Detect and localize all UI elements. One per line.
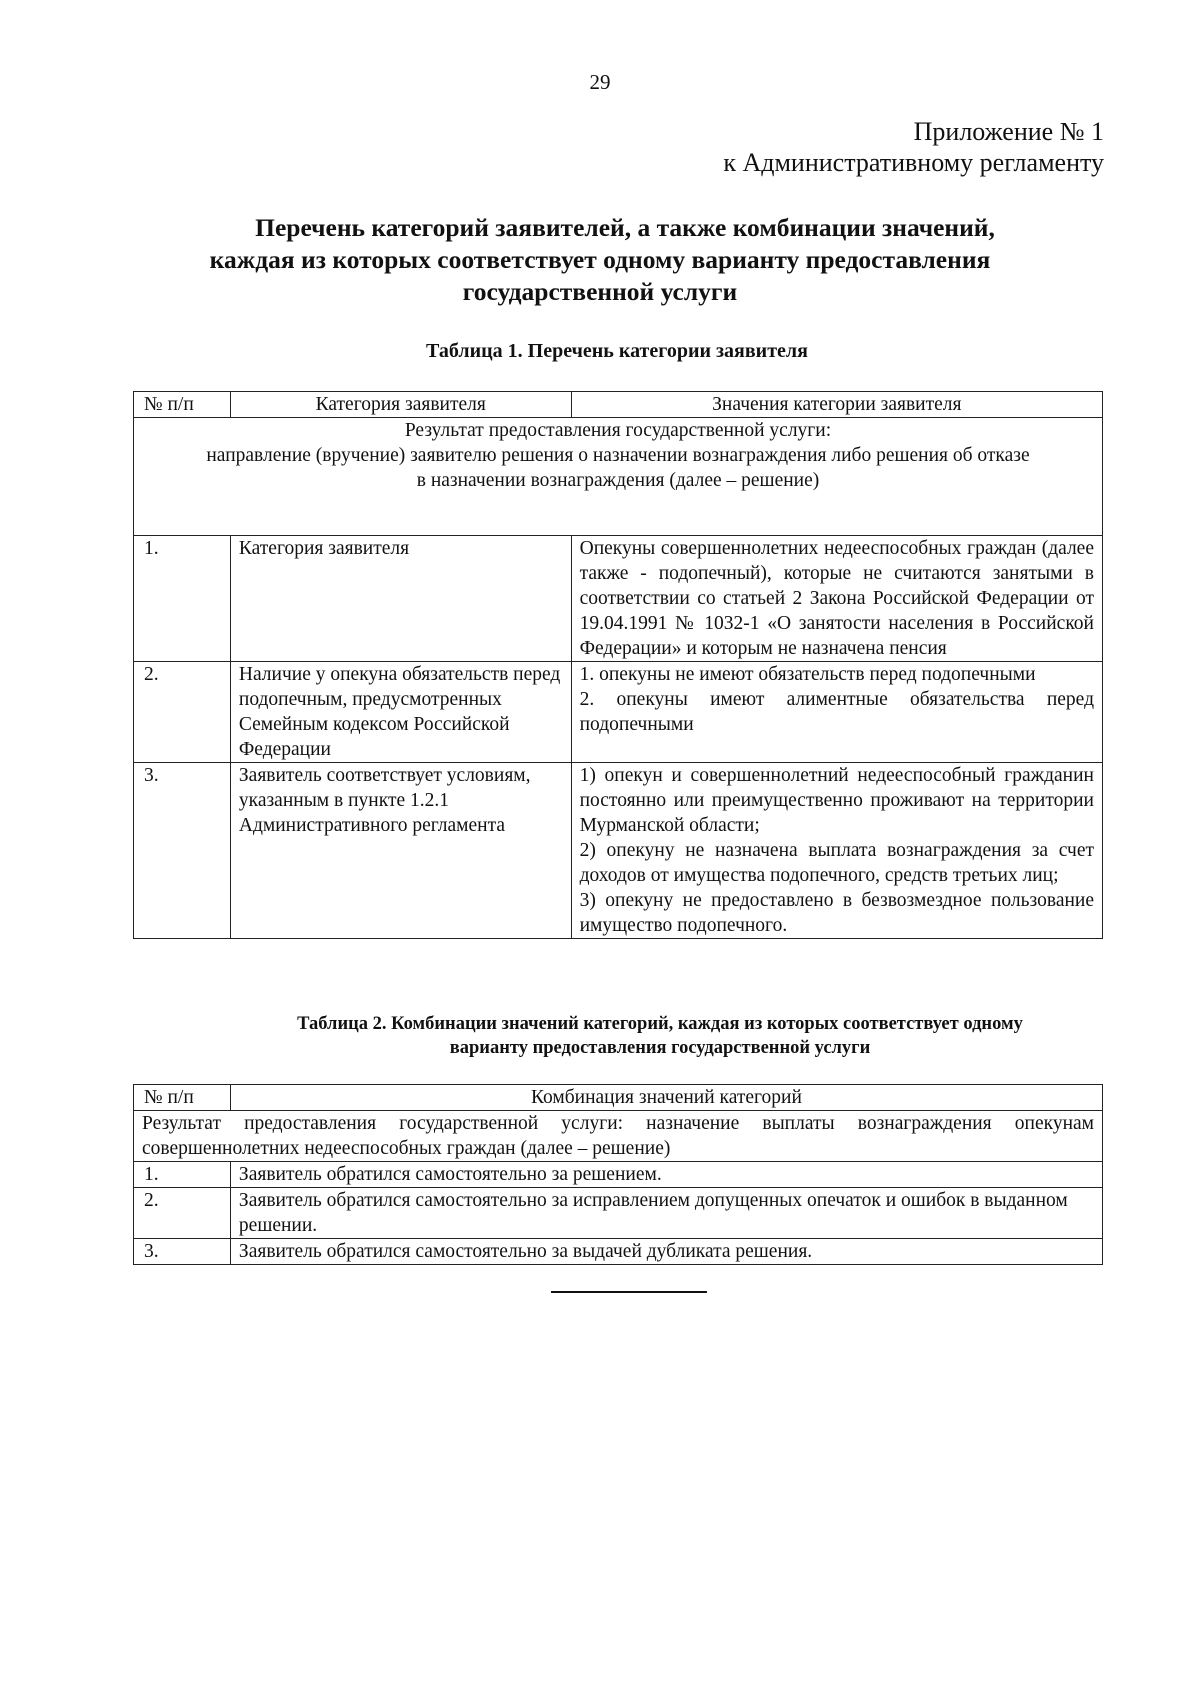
- value-combinations-table: [133, 1084, 1103, 1265]
- table-row: [134, 1162, 1103, 1188]
- category-cell: Категория заявителя: [230, 536, 571, 662]
- combination-cell: Заявитель обратился самостоятельно за выдачей дубликата решения.: [230, 1239, 1102, 1265]
- result-line: в назначении вознаграждения (далее – решение): [416, 470, 820, 491]
- table-row: [134, 1188, 1103, 1239]
- value-item: 3) опекуну не предоставлено в безвозмездное пользование имущество подопечного.: [579, 890, 1094, 936]
- result-cell: Результат предоставления государственной услуги: назначение выплаты вознаграждения опекунам совершеннолетних недееспособных граждан (далее – решение): [134, 1111, 1103, 1162]
- table-row: [134, 763, 1103, 939]
- table-row: [134, 536, 1103, 662]
- result-line: направление (вручение) заявителю решения о назначении вознаграждения либо решения об отказе: [206, 445, 1030, 466]
- title-line: Перечень категорий заявителей, а также комбинации значений,: [255, 213, 995, 242]
- table-row: [134, 662, 1103, 763]
- table-header-row: [134, 392, 1103, 418]
- header-cell: № п/п: [134, 1085, 231, 1111]
- value-item: 1) опекун и совершеннолетний недееспособный гражданин постоянно или преимущественно проживают на территории Мурманской области;: [579, 765, 1094, 836]
- appendix-reference: [723, 116, 1104, 178]
- row-number: 2.: [134, 662, 231, 763]
- page-number: 29: [589, 70, 611, 94]
- document-title: [150, 212, 1050, 308]
- header-cell: Категория заявителя: [230, 392, 571, 418]
- category-cell: Наличие у опекуна обязательств перед подопечным, предусмотренных Семейным кодексом Российской Федерации: [230, 662, 571, 763]
- table-row: [134, 1239, 1103, 1265]
- result-cell: [134, 418, 1103, 536]
- header-cell: Комбинация значений категорий: [230, 1085, 1102, 1111]
- value-item: 1. опекуны не имеют обязательств перед подопечными: [579, 664, 1036, 685]
- table-header-row: [134, 1085, 1103, 1111]
- title-line: каждая из которых соответствует одному варианту предоставления: [209, 245, 991, 274]
- end-separator-line: [551, 1291, 707, 1293]
- value-cell: [571, 662, 1102, 763]
- row-number: 2.: [134, 1188, 231, 1239]
- value-item: 2. опекуны имеют алиментные обязательства перед подопечными: [579, 689, 1094, 735]
- caption-line: Таблица 2. Комбинации значений категорий, каждая из которых соответствует одному: [297, 1014, 1023, 1034]
- header-cell: № п/п: [134, 392, 231, 418]
- result-row: [134, 1111, 1103, 1162]
- value-cell: [571, 763, 1102, 939]
- applicant-categories-table: [133, 391, 1103, 939]
- header-cell: Значения категории заявителя: [571, 392, 1102, 418]
- result-row: [134, 418, 1103, 536]
- table1-caption: Таблица 1. Перечень категории заявителя: [426, 340, 808, 362]
- value-item: 2) опекуну не назначена выплата вознаграждения за счет доходов от имущества подопечного, средств третьих лиц;: [579, 840, 1094, 886]
- row-number: 3.: [134, 1239, 231, 1265]
- caption-line: варианту предоставления государственной услуги: [449, 1038, 871, 1058]
- appendix-subtitle: к Административному регламенту: [723, 148, 1104, 177]
- row-number: 1.: [134, 1162, 231, 1188]
- combination-cell: Заявитель обратился самостоятельно за исправлением допущенных опечаток и ошибок в выданном решении.: [230, 1188, 1102, 1239]
- row-number: 1.: [134, 536, 231, 662]
- result-line: Результат предоставления государственной услуги:: [404, 420, 832, 441]
- table2-caption: [180, 1012, 1140, 1060]
- row-number: 3.: [134, 763, 231, 939]
- category-cell: Заявитель соответствует условиям, указанным в пункте 1.2.1 Административного регламента: [230, 763, 571, 939]
- combination-cell: Заявитель обратился самостоятельно за решением.: [230, 1162, 1102, 1188]
- appendix-title: Приложение № 1: [913, 117, 1104, 146]
- value-cell: Опекуны совершеннолетних недееспособных граждан (далее также - подопечный), которые не считаются занятыми в соответствии со статьей 2 Закона Российской Федерации от 19.04.1991 № 1032-1 «О занятости населения в Российской Федерации» и которым не назначена пенсия: [571, 536, 1102, 662]
- title-line: государственной услуги: [462, 277, 738, 306]
